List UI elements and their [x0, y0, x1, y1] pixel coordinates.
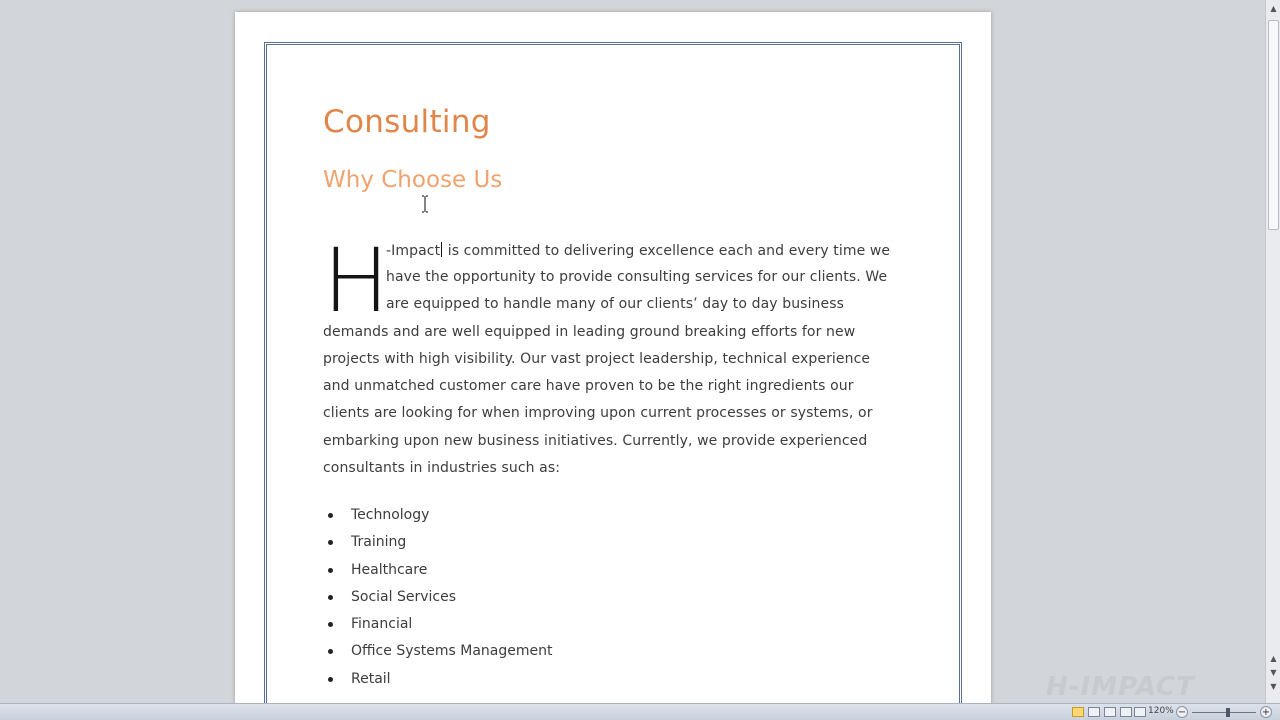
paragraph-line-9[interactable]: consultants in industries such as: — [323, 460, 561, 476]
paragraph-line-7[interactable]: clients are looking for when improving upon current processes or systems, or — [323, 405, 873, 421]
chevron-up-icon[interactable]: ▲ — [1270, 4, 1277, 13]
list-item-text: Training — [351, 534, 407, 550]
bullet-icon — [328, 677, 333, 682]
zoom-out-button[interactable]: − — [1177, 707, 1187, 718]
chevron-down-icon[interactable]: ▼ — [1270, 682, 1277, 691]
paragraph-line-3[interactable]: are equipped to handle many of our clients’ day to day business — [386, 296, 845, 312]
list-item-text: Technology — [351, 507, 430, 523]
scrollbar-thumb[interactable] — [1268, 20, 1279, 230]
vertical-scrollbar[interactable] — [1265, 0, 1280, 703]
list-item-text: Social Services — [351, 589, 456, 605]
outline-view-icon[interactable] — [1120, 707, 1132, 717]
bullet-icon — [328, 513, 333, 518]
list-item-text: Healthcare — [351, 562, 428, 578]
list-item-text: Office Systems Management — [351, 643, 553, 659]
draft-view-icon[interactable] — [1134, 707, 1146, 717]
h-impact-watermark: H-IMPACT — [1046, 672, 1195, 702]
zoom-slider-thumb[interactable] — [1226, 708, 1230, 717]
document-page[interactable] — [235, 12, 991, 703]
zoom-slider-track[interactable] — [1192, 712, 1256, 713]
print-layout-view-icon[interactable] — [1072, 707, 1084, 717]
bullet-icon — [328, 649, 333, 654]
bullet-icon — [328, 540, 333, 545]
bullet-icon — [328, 568, 333, 573]
drop-cap-letter[interactable]: H — [323, 229, 390, 332]
paragraph-line-1[interactable] — [386, 242, 890, 259]
paragraph-line-6[interactable]: and unmatched customer care have proven to be the right ingredients our — [323, 378, 854, 394]
full-screen-view-icon[interactable] — [1088, 707, 1100, 717]
paragraph-line-1-start: -Impact — [386, 243, 441, 259]
paragraph-line-1-end: is committed to delivering excellence each and every time we — [443, 243, 891, 259]
chevron-down-icon[interactable]: ▼ — [1270, 668, 1277, 677]
ibeam-cursor-icon — [420, 195, 430, 213]
list-item-text: Retail — [351, 671, 391, 687]
web-layout-view-icon[interactable] — [1104, 707, 1116, 717]
list-item-text: Financial — [351, 616, 413, 632]
document-subheading[interactable]: Why Choose Us — [323, 167, 503, 193]
document-heading-consulting[interactable]: Consulting — [323, 104, 491, 140]
bullet-icon — [328, 595, 333, 600]
bullet-icon — [328, 622, 333, 627]
chevron-up-icon[interactable]: ▲ — [1270, 654, 1277, 663]
paragraph-line-4[interactable]: demands and are well equipped in leading ground breaking efforts for new — [323, 324, 856, 340]
paragraph-line-8[interactable]: embarking upon new business initiatives. Currently, we provide experienced — [323, 433, 868, 449]
zoom-level-label[interactable]: 120% — [1148, 706, 1174, 716]
paragraph-line-2[interactable]: have the opportunity to provide consulting services for our clients. We — [386, 269, 888, 285]
status-bar — [0, 703, 1280, 720]
zoom-in-button[interactable]: + — [1261, 707, 1271, 718]
paragraph-line-5[interactable]: projects with high visibility. Our vast project leadership, technical experience — [323, 351, 871, 367]
